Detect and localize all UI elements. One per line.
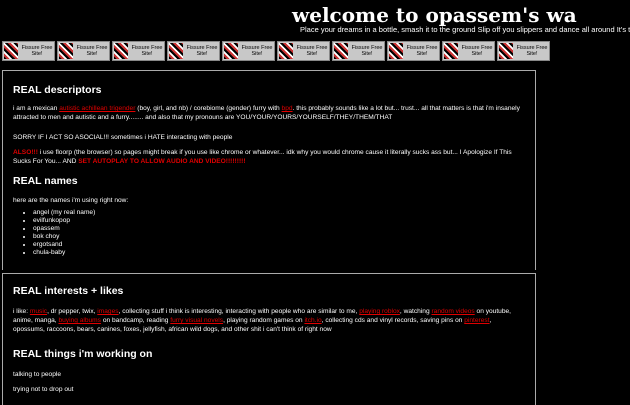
text: , collecting cds and vinyl records, saving pins on — [321, 317, 465, 324]
badge-image-icon — [224, 43, 238, 59]
names-intro: here are the names i'm using right now: — [13, 197, 129, 204]
badge-label-line: Fissure Free — [406, 45, 438, 51]
descriptors-paragraph-1 — [13, 104, 525, 122]
badge-label-line: Site! — [361, 51, 373, 57]
fissure-free-badge[interactable] — [222, 41, 275, 61]
badge-label-line: Site! — [86, 51, 98, 57]
badge-label-line: Fissure Free — [21, 45, 53, 51]
working-item: trying not to drop out — [13, 386, 74, 393]
badge-label-line: Site! — [306, 51, 318, 57]
interests-panel — [2, 273, 536, 405]
images-link[interactable]: images — [97, 308, 119, 315]
text: i use floorp (the browser) so pages might break if you use like chrome or whatever... idk why you would chrome cause it literally sucks ass but... I Apologize If This Sucks For You... AND — [13, 149, 512, 165]
text: (boy, girl, and nb) / corebiome (gender) furry with — [135, 105, 282, 112]
names-list — [13, 209, 95, 258]
descriptors-heading: REAL descriptors — [13, 84, 102, 96]
identity-link[interactable]: autistic achillean trigender — [59, 105, 136, 112]
badge-image-icon — [389, 43, 403, 59]
bpd-link[interactable]: bpd — [281, 105, 293, 112]
badge-image-icon — [4, 43, 18, 59]
badge-label — [405, 45, 439, 57]
badge-label-line: Fissure Free — [241, 45, 273, 51]
fissure-free-badge[interactable] — [112, 41, 165, 61]
badge-label — [75, 45, 109, 57]
badge-label — [130, 45, 164, 57]
page-title: welcome to opassem's wa — [292, 3, 577, 27]
fissure-free-badge[interactable] — [57, 41, 110, 61]
list-item: • ergotsand — [33, 241, 95, 249]
text: , playing random games on — [223, 317, 305, 324]
also-label: ALSO!!! — [13, 149, 38, 156]
list-item: • angel (my real name) — [33, 209, 95, 217]
list-item: • chula-baby — [33, 249, 95, 257]
working-heading: REAL things i'm working on — [13, 348, 153, 360]
albums-link[interactable]: buying albums — [58, 317, 101, 324]
badge-label-line: Site! — [31, 51, 43, 57]
badge-label-line: Fissure Free — [516, 45, 548, 51]
list-item: • evilfunkopop — [33, 217, 95, 225]
fissure-free-badge[interactable] — [332, 41, 385, 61]
badge-image-icon — [444, 43, 458, 59]
descriptors-paragraph-2: SORRY IF I ACT SO ASOCIAL!!! sometimes i HATE interacting with people — [13, 134, 233, 141]
fissure-free-badge[interactable] — [442, 41, 495, 61]
badge-image-icon — [169, 43, 183, 59]
badge-label — [350, 45, 384, 57]
visual-novels-link[interactable]: furry visual novels — [170, 317, 224, 324]
badge-label-line: Site! — [196, 51, 208, 57]
descriptors-panel — [2, 70, 536, 270]
badge-label-line: Site! — [251, 51, 263, 57]
text: . this probably sounds like a lot but... trust... all that matters is that i'm insanely attracted to men and autistic and a furry........ and also that my pronouns are YOU/YOUR/YOURS/YOURSELF/THEY/THEM/THAT — [13, 105, 520, 121]
fissure-free-badge[interactable] — [497, 41, 550, 61]
roblox-link[interactable]: playing roblox — [359, 308, 400, 315]
autoplay-warning: SET AUTOPLAY TO ALLOW AUDIO AND VIDEO!!!!!!!!! — [78, 158, 246, 165]
badge-label-line: Fissure Free — [186, 45, 218, 51]
text: , dr pepper, twix, — [47, 308, 98, 315]
badge-label-line: Fissure Free — [461, 45, 493, 51]
list-item: • bok choy — [33, 233, 95, 241]
badge-image-icon — [279, 43, 293, 59]
videos-link[interactable]: random videos — [431, 308, 475, 315]
badge-label — [240, 45, 274, 57]
badge-label-line: Site! — [471, 51, 483, 57]
fissure-free-badge[interactable] — [387, 41, 440, 61]
badge-label-line: Fissure Free — [131, 45, 163, 51]
badge-label-line: Fissure Free — [296, 45, 328, 51]
fissure-free-badge[interactable] — [277, 41, 330, 61]
descriptors-paragraph-3 — [13, 148, 525, 166]
text: , collecting stuff i think is interesting, interacting with people who are similar to me, — [118, 308, 360, 315]
list-item: • opassem — [33, 225, 95, 233]
working-item: talking to people — [13, 371, 62, 378]
badge-label — [460, 45, 494, 57]
text: , opossums, raccoons, bears, canines, foxes, jellyfish, african wild dogs, and other shit i can't think of right now — [13, 317, 492, 333]
page-subtitle: Place your dreams in a bottle, smash it to the ground Slip off you slippers and dance all around It's t — [300, 25, 630, 34]
badge-image-icon — [114, 43, 128, 59]
badge-row — [2, 41, 548, 61]
badge-label — [20, 45, 54, 57]
badge-label-line: Site! — [416, 51, 428, 57]
music-link[interactable]: music — [29, 308, 48, 315]
text: on youtube, anime, manga, — [13, 308, 511, 324]
badge-image-icon — [499, 43, 513, 59]
badge-image-icon — [334, 43, 348, 59]
badge-label-line: Fissure Free — [76, 45, 108, 51]
badge-label-line: Fissure Free — [351, 45, 383, 51]
fissure-free-badge[interactable] — [2, 41, 55, 61]
pinterest-link[interactable]: pinterest — [464, 317, 490, 324]
badge-label — [515, 45, 549, 57]
badge-label — [295, 45, 329, 57]
text: , watching — [399, 308, 432, 315]
badge-label-line: Site! — [526, 51, 538, 57]
fissure-free-badge[interactable] — [167, 41, 220, 61]
badge-label-line: Site! — [141, 51, 153, 57]
interests-paragraph — [13, 307, 525, 334]
itchio-link[interactable]: itch.io — [304, 317, 322, 324]
names-heading: REAL names — [13, 175, 78, 187]
text: on bandcamp, reading — [100, 317, 171, 324]
badge-label — [185, 45, 219, 57]
text: i like: — [13, 308, 30, 315]
interests-heading: REAL interests + likes — [13, 285, 124, 297]
text: i am a mexican — [13, 105, 60, 112]
badge-image-icon — [59, 43, 73, 59]
page-header — [0, 0, 630, 40]
